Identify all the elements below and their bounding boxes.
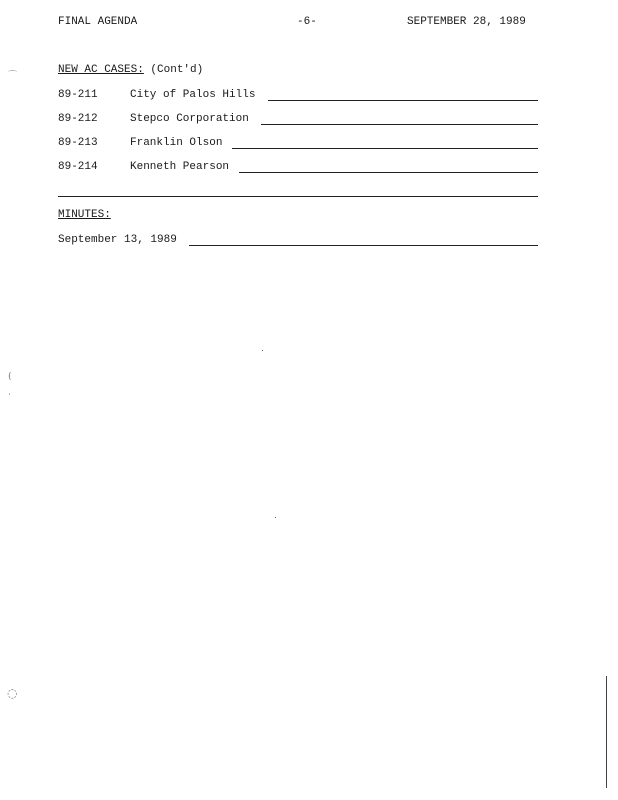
case-name: City of Palos Hills [130, 89, 256, 101]
scan-dot [262, 350, 263, 351]
section-divider [58, 196, 538, 197]
blank-line [239, 172, 538, 173]
new-ac-cases-suffix: (Cont'd) [143, 64, 204, 76]
new-ac-cases-heading [58, 64, 203, 76]
header-title: FINAL AGENDA [58, 16, 138, 28]
blank-line [268, 100, 538, 101]
header-date: SEPTEMBER 28, 1989 [407, 16, 526, 28]
case-name: Franklin Olson [130, 137, 223, 149]
minutes-title: MINUTES: [58, 209, 111, 221]
page-number: -6- [297, 16, 317, 28]
scan-mark: · [8, 390, 11, 400]
case-name: Stepco Corporation [130, 113, 249, 125]
case-number: 89-211 [58, 89, 98, 101]
minutes-row [58, 234, 538, 248]
case-row [58, 113, 538, 127]
case-name: Kenneth Pearson [130, 161, 230, 173]
new-ac-cases-title: NEW AC CASES: [58, 64, 144, 76]
scan-mark: ⌒ [8, 71, 18, 81]
case-number: 89-213 [58, 137, 98, 149]
blank-line [232, 148, 538, 149]
binder-hole-mark: ◌ [7, 686, 18, 700]
case-row [58, 161, 538, 175]
blank-line [261, 124, 538, 125]
case-number: 89-212 [58, 113, 98, 125]
page-edge-line [606, 676, 607, 788]
scan-mark: ( [8, 372, 12, 382]
page-header [0, 16, 618, 30]
scan-dot [275, 517, 276, 518]
case-row [58, 137, 538, 151]
case-number: 89-214 [58, 161, 98, 173]
minutes-date: September 13, 1989 [58, 234, 177, 246]
minutes-heading [58, 209, 111, 221]
case-row [58, 89, 538, 103]
blank-line [189, 245, 538, 246]
